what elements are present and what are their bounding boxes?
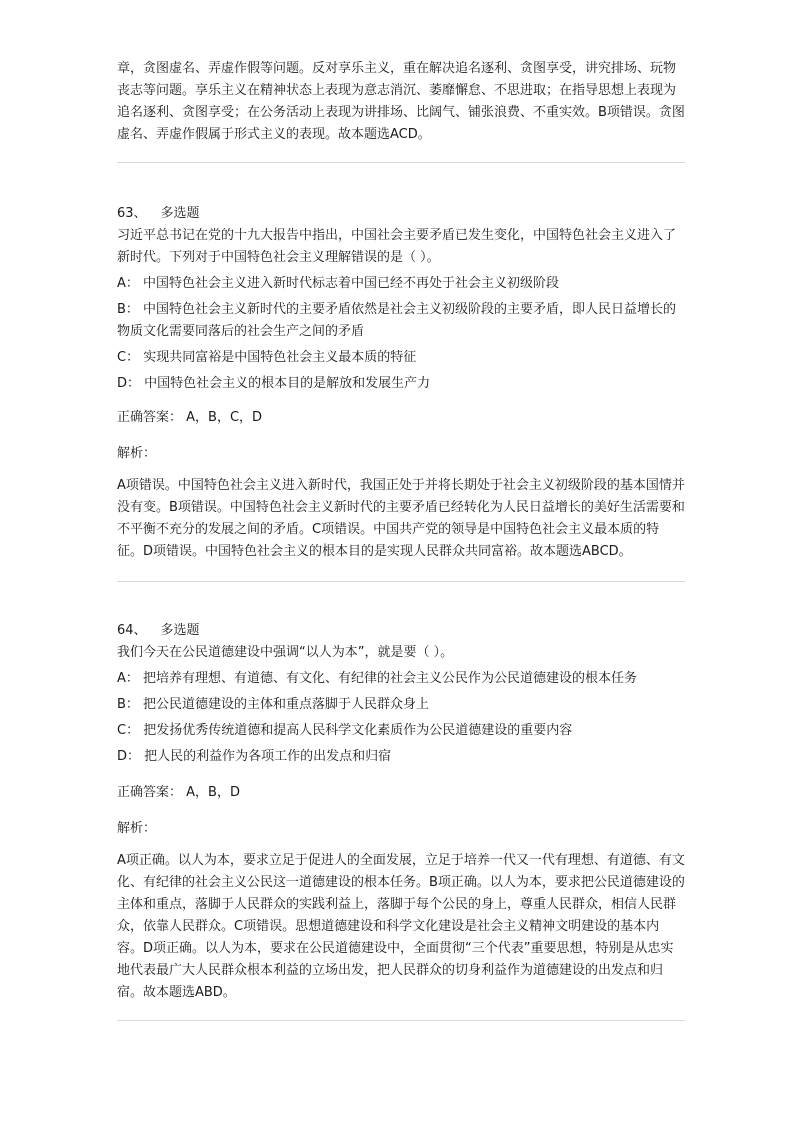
question-64	[117, 620, 685, 1004]
option-c: C： 实现共同富裕是中国特色社会主义最本质的特征	[117, 350, 417, 365]
question-63	[117, 203, 685, 563]
document-page	[117, 58, 685, 1021]
question-number: 63、	[117, 206, 147, 221]
previous-explanation-tail: 章，贪图虚名、弄虚作假等问题。反对享乐主义，重在解决追名逐利、贪图享受，讲究排场、玩物丧志等问题。享乐主义在精神状态上表现为意志消沉、萎靡懈怠、不思进取；在指导思想上表现为追名逐利、贪图享受；在公务活动上表现为讲排场、比阔气、铺张浪费、不重实效。B项错误。贪图虚名、弄虚作假属于形式主义的表现。故本题选ACD。	[117, 61, 685, 142]
question-divider	[117, 1020, 685, 1021]
question-stem: 我们今天在公民道德建设中强调“以人为本”，就是要（ ）。	[117, 645, 454, 660]
option-d: D： 中国特色社会主义的根本目的是解放和发展生产力	[117, 376, 431, 391]
question-type: 多选题	[160, 206, 200, 221]
question-header	[117, 620, 685, 642]
correct-answer: 正确答案： A，B，C，D	[117, 410, 263, 425]
option-c: C： 把发扬优秀传统道德和提高人民科学文化素质作为公民道德建设的重要内容	[117, 723, 573, 738]
question-header	[117, 203, 685, 225]
option-d: D： 把人民的利益作为各项工作的出发点和归宿	[117, 749, 392, 764]
question-divider	[117, 162, 685, 163]
option-a: A： 中国特色社会主义进入新时代标志着中国已经不再处于社会主义初级阶段	[117, 276, 560, 291]
question-number: 64、	[117, 623, 147, 638]
correct-answer: 正确答案： A，B，D	[117, 785, 240, 800]
explanation-text: A项正确。以人为本，要求立足于促进人的全面发展，立足于培养一代又一代有理想、有道德、有文化、有纪律的社会主义公民这一道德建设的根本任务。B项正确。以人为本，要求把公民道德建设的主体和重点，落脚于人民群众的实践利益上，落脚于每个公民的身上，尊重人民群众，相信人民群众，依靠人民群众。C项错误。思想道德建设和科学文化建设是社会主义精神文明建设的基本内容。D项正确。以人为本，要求在公民道德建设中，全面贯彻“三个代表”重要思想，特别是从忠实地代表最广大人民群众根本利益的立场出发，把人民群众的切身利益作为道德建设的出发点和归宿。故本题选ABD。	[117, 853, 685, 1000]
option-b: B： 把公民道德建设的主体和重点落脚于人民群众身上	[117, 697, 430, 712]
option-a: A： 把培养有理想、有道德、有文化、有纪律的社会主义公民作为公民道德建设的根本任务	[117, 671, 638, 686]
question-divider	[117, 581, 685, 582]
question-stem: 习近平总书记在党的十九大报告中指出，中国社会主要矛盾已发生变化，中国特色社会主义进入了新时代。下列对于中国特色社会主义理解错误的是（ ）。	[117, 228, 677, 265]
explanation-label: 解析：	[117, 446, 157, 461]
question-type: 多选题	[160, 623, 200, 638]
explanation-label: 解析：	[117, 821, 157, 836]
option-b: B： 中国特色社会主义新时代的主要矛盾依然是社会主义初级阶段的主要矛盾，即人民日益增长的物质文化需要同落后的社会生产之间的矛盾	[117, 302, 677, 339]
explanation-text: A项错误。中国特色社会主义进入新时代，我国正处于并将长期处于社会主义初级阶段的基本国情并没有变。B项错误。中国特色社会主义新时代的主要矛盾已经转化为人民日益增长的美好生活需要和不平衡不充分的发展之间的矛盾。C项错误。中国共产党的领导是中国特色社会主义最本质的特征。D项错误。中国特色社会主义的根本目的是实现人民群众共同富裕。故本题选ABCD。	[117, 478, 685, 559]
